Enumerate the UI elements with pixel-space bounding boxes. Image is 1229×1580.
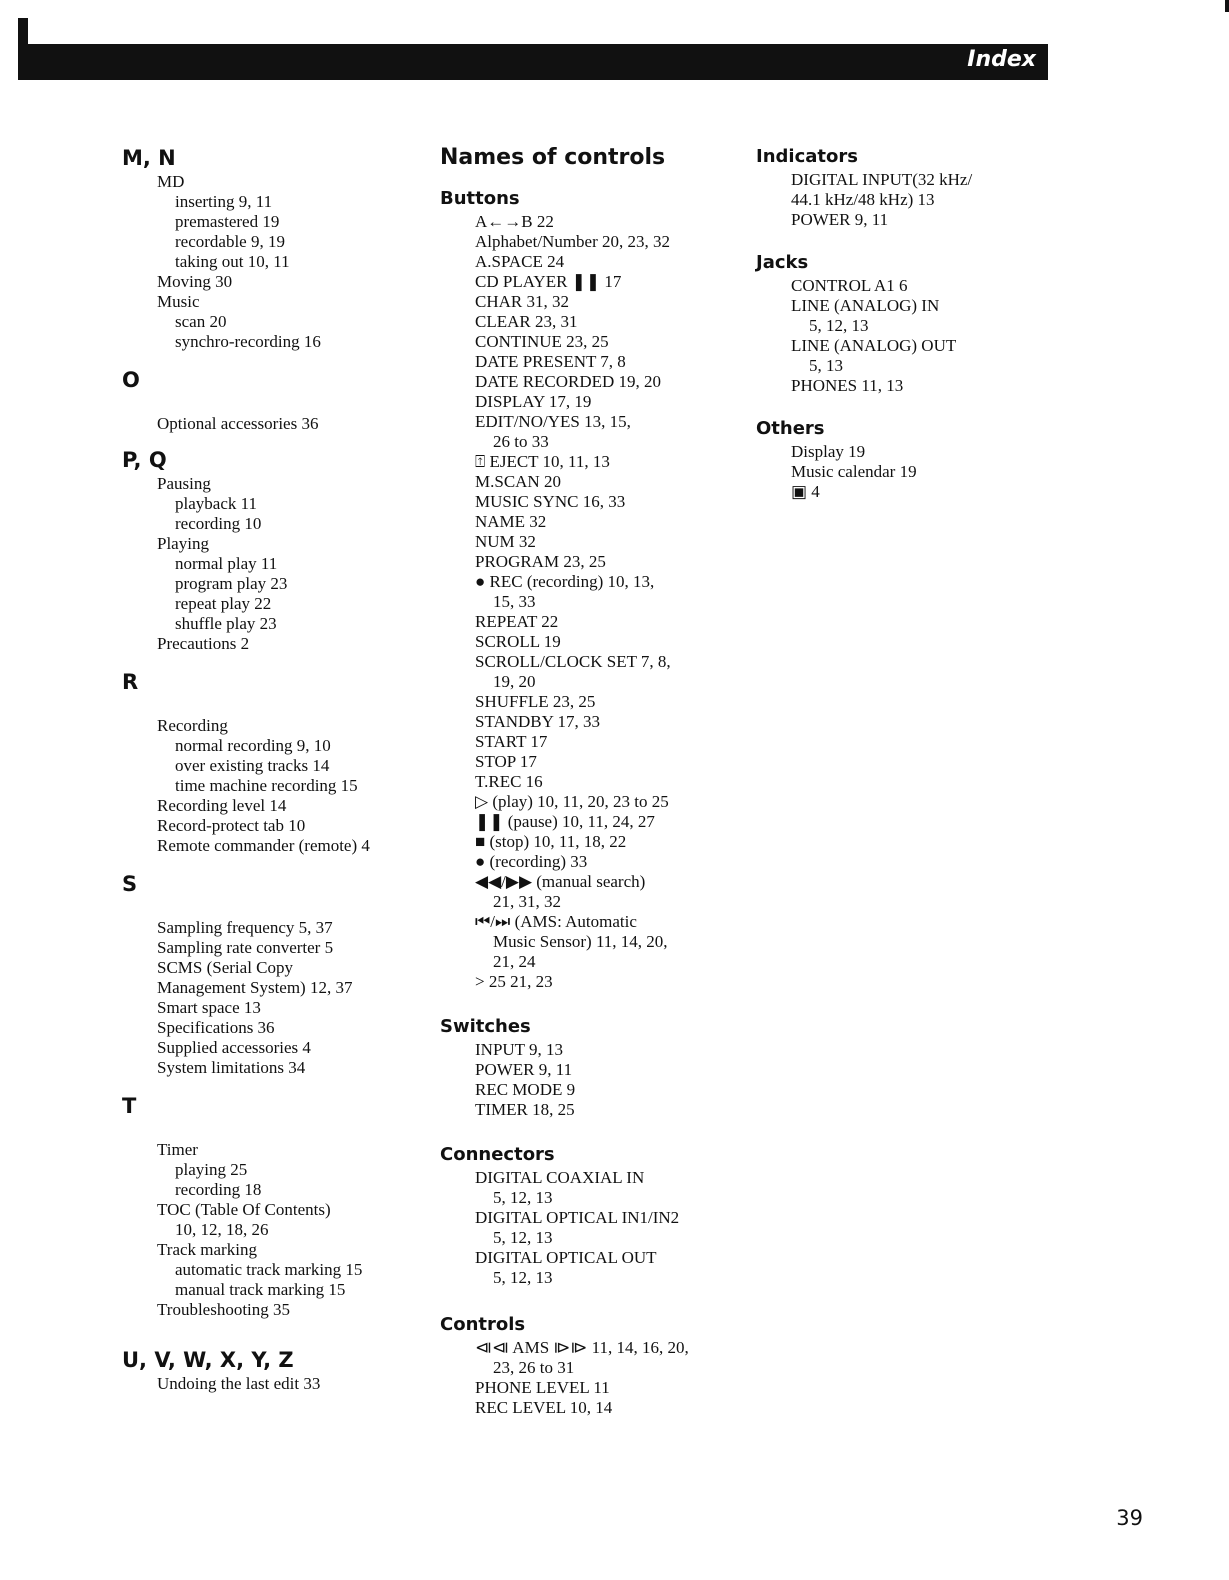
index-entry: POWER 9, 11 [791, 210, 889, 229]
index-entry: Recording [157, 716, 228, 735]
index-entry: DIGITAL INPUT(32 kHz/ [791, 170, 973, 189]
index-entry: REC LEVEL 10, 14 [475, 1398, 613, 1417]
index-letter-heading: O [122, 368, 140, 392]
index-column-1 [122, 144, 422, 1394]
index-subentry: 5, 12, 13 [493, 1268, 553, 1287]
index-letter-section [122, 144, 422, 352]
index-entry: TOC (Table Of Contents) [157, 1200, 331, 1219]
subsection-heading: Controls [440, 1314, 526, 1335]
index-subentry: 5, 12, 13 [493, 1228, 553, 1247]
index-letter-heading: P, Q [122, 448, 167, 472]
index-entry: T.REC 16 [475, 772, 543, 791]
index-entry: Record-protect tab 10 [157, 816, 306, 835]
index-entry: Precautions 2 [157, 634, 250, 653]
index-letter-section [122, 668, 422, 856]
index-subentry: premastered 19 [175, 212, 280, 231]
index-entry: MD [157, 172, 185, 191]
subsection-heading: Switches [440, 1016, 531, 1037]
index-entry: ▣ 4 [791, 482, 820, 501]
index-entry: INPUT 9, 13 [475, 1040, 563, 1059]
index-subentry: normal recording 9, 10 [175, 736, 331, 755]
index-entry: Recording level 14 [157, 796, 287, 815]
index-letter-section [122, 870, 422, 1078]
index-entry: PROGRAM 23, 25 [475, 552, 606, 571]
index-entry [122, 696, 422, 716]
index-entry [122, 1120, 422, 1140]
index-subentry: shuffle play 23 [175, 614, 277, 633]
index-entry: ⏮/⏭ (AMS: Automatic [475, 912, 637, 931]
index-letter-section [122, 366, 422, 434]
index-subentry: scan 20 [175, 312, 227, 331]
index-entry: Sampling rate converter 5 [157, 938, 334, 957]
header-bar [18, 44, 1048, 80]
index-entry: DISPLAY 17, 19 [475, 392, 592, 411]
index-entry: CONTROL A1 6 [791, 276, 908, 295]
index-subentry: 5, 12, 13 [809, 316, 869, 335]
index-entry: ● (recording) 33 [475, 852, 588, 871]
index-entry [122, 898, 422, 918]
index-entry: SHUFFLE 23, 25 [475, 692, 596, 711]
index-letter-heading: S [122, 872, 138, 896]
index-entry: Sampling frequency 5, 37 [157, 918, 333, 937]
index-letter-section [122, 1092, 422, 1320]
index-subentry: program play 23 [175, 574, 288, 593]
index-entry: Optional accessories 36 [157, 414, 319, 433]
index-entry: Smart space 13 [157, 998, 261, 1017]
index-entry: MUSIC SYNC 16, 33 [475, 492, 626, 511]
index-letter-heading: M, N [122, 146, 176, 170]
index-letter-section [122, 446, 422, 654]
names-of-controls-heading: Names of controls [440, 145, 666, 170]
index-column-2 [440, 144, 740, 1418]
index-entry: ◀◀/▶▶ (manual search) [475, 872, 646, 891]
index-entry: PHONES 11, 13 [791, 376, 904, 395]
index-subentry: normal play 11 [175, 554, 278, 573]
index-letter-heading: R [122, 670, 139, 694]
index-entry: DIGITAL OPTICAL IN1/IN2 [475, 1208, 680, 1227]
controls-subsection [440, 1142, 740, 1288]
index-subentry: 21, 24 [493, 952, 536, 971]
index-subentry: time machine recording 15 [175, 776, 358, 795]
index-subentry: 5, 13 [809, 356, 843, 375]
index-column-3 [756, 144, 1056, 502]
index-entry: STANDBY 17, 33 [475, 712, 601, 731]
index-entry: REC MODE 9 [475, 1080, 576, 1099]
index-entry: ❚❚ (pause) 10, 11, 24, 27 [475, 812, 655, 831]
index-subentry: inserting 9, 11 [175, 192, 273, 211]
index-entry: SCMS (Serial Copy [157, 958, 294, 977]
controls-subsection [756, 416, 1056, 502]
index-entry: PHONE LEVEL 11 [475, 1378, 610, 1397]
index-entry: System limitations 34 [157, 1058, 306, 1077]
index-entry: Music [157, 292, 200, 311]
index-entry: ● REC (recording) 10, 13, [475, 572, 655, 591]
index-entry: ▷ (play) 10, 11, 20, 23 to 25 [475, 792, 669, 811]
index-entry: ⍐ EJECT 10, 11, 13 [475, 452, 610, 471]
controls-subsection [440, 1312, 740, 1418]
index-entry: 44.1 kHz/48 kHz) 13 [791, 190, 935, 209]
subsection-heading: Connectors [440, 1144, 555, 1165]
index-subentry: taking out 10, 11 [175, 252, 290, 271]
controls-subsection [756, 250, 1056, 396]
index-entry: M.SCAN 20 [475, 472, 561, 491]
index-entry: POWER 9, 11 [475, 1060, 573, 1079]
index-entry: STOP 17 [475, 752, 537, 771]
index-entry: CONTINUE 23, 25 [475, 332, 609, 351]
index-subentry: 21, 31, 32 [493, 892, 561, 911]
index-entry: CD PLAYER ❚❚ 17 [475, 272, 622, 291]
index-entry: A←→B 22 [475, 212, 554, 231]
controls-subsection [440, 186, 740, 992]
index-entry: Troubleshooting 35 [157, 1300, 291, 1319]
index-subentry: recording 18 [175, 1180, 262, 1199]
index-entry: A.SPACE 24 [475, 252, 565, 271]
index-entry: Undoing the last edit 33 [157, 1374, 321, 1393]
index-entry: Moving 30 [157, 272, 233, 291]
page-number: 39 [1116, 1506, 1143, 1530]
controls-subsection [756, 144, 1056, 230]
index-entry: ⧏⧏ AMS ⧐⧐ 11, 14, 16, 20, [475, 1338, 689, 1357]
index-entry: Music calendar 19 [791, 462, 917, 481]
index-entry: Timer [157, 1140, 198, 1159]
index-subentry: recordable 9, 19 [175, 232, 285, 251]
index-subentry: playback 11 [175, 494, 257, 513]
index-entry: Pausing [157, 474, 211, 493]
subsection-heading: Indicators [756, 146, 858, 167]
index-entry: Management System) 12, 37 [157, 978, 353, 997]
index-subentry: Music Sensor) 11, 14, 20, [493, 932, 668, 951]
index-entry: EDIT/NO/YES 13, 15, [475, 412, 631, 431]
index-subentry: 19, 20 [493, 672, 536, 691]
index-subentry: 15, 33 [493, 592, 536, 611]
index-subentry: playing 25 [175, 1160, 248, 1179]
index-subentry: 5, 12, 13 [493, 1188, 553, 1207]
index-subentry: over existing tracks 14 [175, 756, 330, 775]
index-subentry: automatic track marking 15 [175, 1260, 363, 1279]
index-subentry: manual track marking 15 [175, 1280, 346, 1299]
index-subentry: 10, 12, 18, 26 [175, 1220, 269, 1239]
index-entry: TIMER 18, 25 [475, 1100, 575, 1119]
index-entry: CHAR 31, 32 [475, 292, 569, 311]
index-entry: Alphabet/Number 20, 23, 32 [475, 232, 670, 251]
index-entry: DIGITAL OPTICAL OUT [475, 1248, 657, 1267]
index-entry: ■ (stop) 10, 11, 18, 22 [475, 832, 627, 851]
index-entry: Remote commander (remote) 4 [157, 836, 370, 855]
index-entry: SCROLL 19 [475, 632, 561, 651]
index-subentry: synchro-recording 16 [175, 332, 321, 351]
subsection-heading: Buttons [440, 188, 520, 209]
controls-subsection [440, 1014, 740, 1120]
index-subentry: repeat play 22 [175, 594, 272, 613]
index-entry: Display 19 [791, 442, 866, 461]
index-letter-section [122, 1346, 422, 1394]
index-entry: REPEAT 22 [475, 612, 559, 631]
index-entry: SCROLL/CLOCK SET 7, 8, [475, 652, 671, 671]
index-entry: Playing [157, 534, 209, 553]
subsection-heading: Others [756, 418, 825, 439]
index-entry: Specifications 36 [157, 1018, 275, 1037]
index-entry: NAME 32 [475, 512, 547, 531]
index-entry: Supplied accessories 4 [157, 1038, 311, 1057]
index-entry: LINE (ANALOG) OUT [791, 336, 957, 355]
index-entry: DATE PRESENT 7, 8 [475, 352, 626, 371]
index-entry: Track marking [157, 1240, 257, 1259]
index-entry: START 17 [475, 732, 548, 751]
index-entry [122, 394, 422, 414]
index-subentry: recording 10 [175, 514, 262, 533]
index-entry: LINE (ANALOG) IN [791, 296, 940, 315]
index-letter-heading: U, V, W, X, Y, Z [122, 1348, 294, 1372]
index-entry: DATE RECORDED 19, 20 [475, 372, 662, 391]
index-subentry: 26 to 33 [493, 432, 549, 451]
index-entry: CLEAR 23, 31 [475, 312, 578, 331]
index-entry: NUM 32 [475, 532, 536, 551]
index-subentry: 23, 26 to 31 [493, 1358, 575, 1377]
index-letter-heading: T [122, 1094, 137, 1118]
index-entry: > 25 21, 23 [475, 972, 553, 991]
page-title: Index [967, 47, 1036, 72]
index-entry: DIGITAL COAXIAL IN [475, 1168, 645, 1187]
subsection-heading: Jacks [756, 252, 809, 273]
corner-mark [1225, 0, 1229, 12]
